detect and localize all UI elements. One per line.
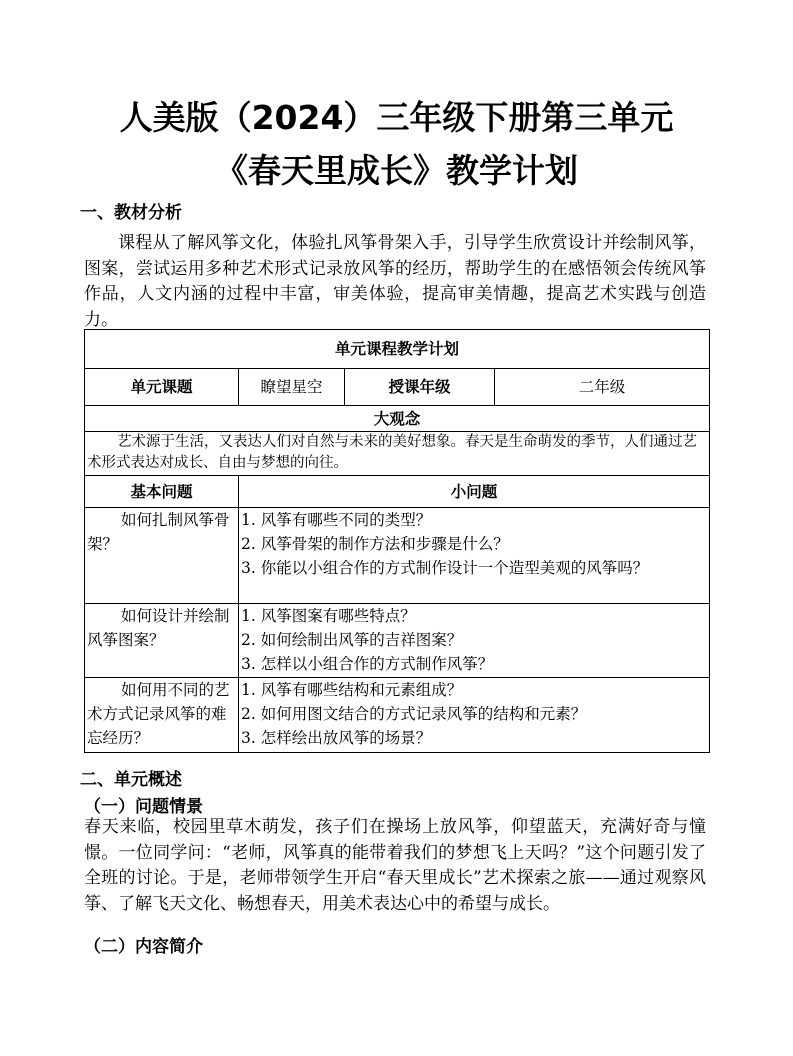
big-idea-text: 艺术源于生活，又表达人们对自然与未来的美好想象。春天是生命萌发的季节，人们通过艺术形式表达对成长、自由与梦想的向往。	[85, 432, 710, 476]
section-heading-material-analysis: 一、教材分析	[80, 203, 182, 223]
subheading-problem-scenario: （一）问题情景	[84, 797, 203, 817]
table-caption: 单元课程教学计划	[85, 330, 710, 369]
sub-question-item: 3. 你能以小组合作的方式制作设计一个造型美观的风筝吗？	[241, 559, 649, 577]
sub-question-item: 1. 风筝有哪些不同的类型？	[241, 511, 432, 529]
problem-scenario-paragraph: 春天来临，校园里草木萌发，孩子们在操场上放风筝，仰望蓝天，充满好奇与憧憬。一位同学问：“老师，风筝真的能带着我们的梦想飞上天吗？”这个问题引发了全班的讨论。于是，老师带领学生开启“春天里成长”艺术探索之旅——通过观察风筝、了解飞天文化、畅想春天，用美术表达心中的希望与成长。	[84, 817, 706, 914]
basic-question-2: 如何设计并绘制风筝图案？	[85, 604, 239, 678]
sub-question-item: 3. 怎样以小组合作的方式制作风筝？	[241, 655, 494, 673]
unit-topic-label: 单元课题	[85, 369, 239, 406]
sub-questions-3	[239, 678, 710, 753]
sub-question-item: 1. 风筝图案有哪些特点？	[241, 607, 416, 625]
sub-questions-2	[239, 604, 710, 678]
document-title-line2: 《春天里成长》教学计划	[215, 151, 578, 190]
document-title-line1: 人美版（2024）三年级下册第三单元	[119, 98, 674, 137]
basic-question-3: 如何用不同的艺术方式记录风筝的难忘经历？	[85, 678, 239, 753]
sub-question-item: 2. 如何绘制出风筝的吉祥图案？	[241, 631, 463, 649]
material-analysis-paragraph: 课程从了解风筝文化，体验扎风筝骨架入手，引导学生欣赏设计并绘制风筝，图案，尝试运用多种艺术形式记录放风筝的经历，帮助学生的在感悟领会传统风筝作品，人文内涵的过程中丰富，审美体验，提高审美情趣，提高艺术实践与创造力。	[84, 233, 706, 330]
sub-question-label: 小问题	[239, 476, 710, 508]
basic-question-1: 如何扎制风筝骨架？	[85, 508, 239, 604]
subheading-content-intro: （二）内容简介	[84, 937, 203, 957]
sub-questions-1	[239, 508, 710, 604]
sub-question-item: 2. 风筝骨架的制作方法和步骤是什么？	[241, 535, 509, 553]
sub-question-item: 3. 怎样绘出放风筝的场景？	[241, 729, 432, 747]
section-heading-unit-overview: 二、单元概述	[80, 770, 182, 790]
grade-label: 授课年级	[345, 369, 495, 406]
sub-question-item: 1. 风筝有哪些结构和元素组成？	[241, 681, 463, 699]
basic-question-label: 基本问题	[85, 476, 239, 508]
sub-question-item: 2. 如何用图文结合的方式记录风筝的结构和元素？	[241, 705, 587, 723]
unit-topic-value: 瞭望星空	[239, 369, 345, 406]
unit-plan-table	[84, 329, 710, 753]
grade-value: 二年级	[495, 369, 710, 406]
big-idea-label: 大观念	[85, 406, 710, 432]
